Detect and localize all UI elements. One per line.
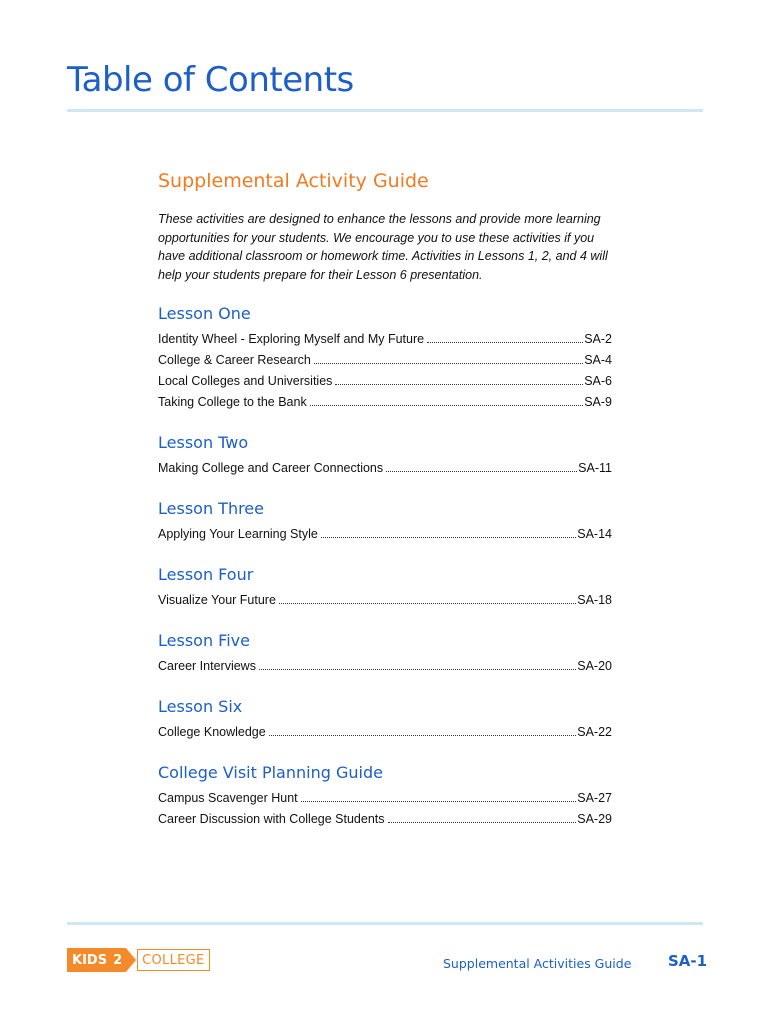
dot-leader [388,822,577,823]
section-title: Lesson Three [158,499,264,518]
logo-college-text: COLLEGE [137,949,209,971]
dot-leader [259,669,576,670]
section-title: Lesson One [158,304,251,323]
section-title: College Visit Planning Guide [158,763,383,782]
toc-entry-title: College & Career Research [158,353,311,367]
toc-entry-title: Career Interviews [158,659,256,673]
toc-entry-page: SA-9 [584,395,612,409]
toc-entry-title: Taking College to the Bank [158,395,307,409]
toc-content [158,170,612,850]
guide-intro: These activities are designed to enhance the lessons and provide more learning opportunities for your students. We encourage you to use these activities if you have additional classroom or homework time. Activities in Lessons 1, 2, and 4 will help your students prepare for their Lesson 6 presentation. [158,212,608,282]
toc-entry-page: SA-27 [577,791,612,805]
toc-entry-page: SA-4 [584,353,612,367]
toc-entry-title: Applying Your Learning Style [158,527,318,541]
toc-entry-title: College Knowledge [158,725,266,739]
toc-entry[interactable] [158,656,612,677]
toc-section-college-visit [158,763,612,830]
toc-entry[interactable] [158,371,612,392]
dot-leader [321,537,576,538]
page-title: Table of Contents [67,60,354,100]
dot-leader [310,405,583,406]
toc-entry[interactable] [158,788,612,809]
section-title: Lesson Six [158,697,243,716]
dot-leader [386,471,577,472]
footer-guide-label: Supplemental Activities Guide [443,956,632,971]
toc-entry[interactable] [158,722,612,743]
kids2college-logo [67,948,210,972]
toc-entry-title: Identity Wheel - Exploring Myself and My Future [158,332,425,346]
toc-entry[interactable] [158,350,612,371]
toc-entry-title: Career Discussion with College Students [158,812,385,826]
toc-entry-page: SA-6 [584,374,612,388]
footer-page-number: SA-1 [668,952,708,970]
dot-leader [314,363,583,364]
dot-leader [301,801,577,802]
toc-section-lesson-six [158,697,612,743]
toc-entry-page: SA-14 [577,527,612,541]
toc-entry-title: Visualize Your Future [158,593,276,607]
toc-entry[interactable] [158,809,612,830]
logo-kids-text: KIDS [72,952,108,968]
footer-divider [67,922,703,925]
dot-leader [269,735,577,736]
toc-section-lesson-four [158,565,612,611]
toc-section-lesson-five [158,631,612,677]
toc-entry[interactable] [158,524,612,545]
toc-entry-title: Making College and Career Connections [158,461,384,475]
toc-entry[interactable] [158,590,612,611]
toc-entry-page: SA-18 [577,593,612,607]
guide-title: Supplemental Activity Guide [158,170,429,192]
section-title: Lesson Four [158,565,254,584]
toc-entry[interactable] [158,329,612,350]
header-divider [67,109,703,112]
toc-section-lesson-one [158,304,612,413]
toc-entry-page: SA-22 [577,725,612,739]
section-title: Lesson Five [158,631,250,650]
toc-entry[interactable] [158,392,612,413]
toc-section-lesson-three [158,499,612,545]
arrow-icon [126,948,136,972]
dot-leader [279,603,576,604]
dot-leader [427,342,583,343]
toc-section-lesson-two [158,433,612,479]
toc-entry[interactable] [158,458,612,479]
toc-entry-page: SA-2 [584,332,612,346]
toc-entry-page: SA-20 [577,659,612,673]
toc-entry-page: SA-11 [578,461,612,475]
dot-leader [335,384,583,385]
logo-number: 2 [113,952,123,968]
section-title: Lesson Two [158,433,249,452]
toc-entry-page: SA-29 [577,812,612,826]
toc-entry-title: Local Colleges and Universities [158,374,333,388]
logo-kids-block [67,948,126,972]
toc-entry-title: Campus Scavenger Hunt [158,791,298,805]
